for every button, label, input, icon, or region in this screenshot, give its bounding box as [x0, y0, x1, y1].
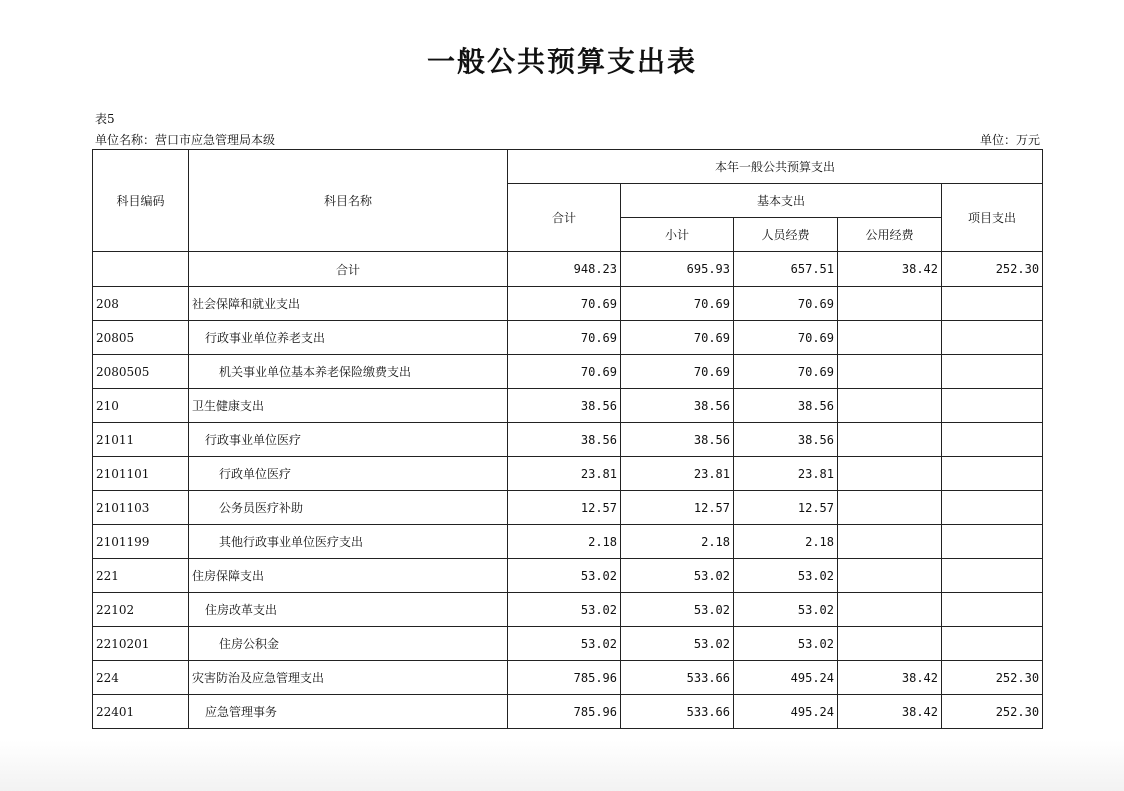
table-row — [93, 355, 1043, 389]
row-code: 21011 — [93, 423, 189, 457]
row-personnel: 70.69 — [734, 287, 838, 321]
row-public — [838, 525, 942, 559]
total-code-cell — [93, 252, 189, 287]
table-row — [93, 457, 1043, 491]
header-public: 公用经费 — [838, 218, 942, 252]
row-subtotal: 70.69 — [621, 287, 734, 321]
row-subtotal: 70.69 — [621, 321, 734, 355]
row-name: 住房公积金 — [189, 627, 508, 661]
row-personnel: 70.69 — [734, 321, 838, 355]
row-name: 社会保障和就业支出 — [189, 287, 508, 321]
row-total: 38.56 — [508, 389, 621, 423]
row-public: 38.42 — [838, 695, 942, 729]
unit-name-label: 单位名称：营口市应急管理局本级 — [95, 133, 276, 147]
table-row — [93, 423, 1043, 457]
row-project — [942, 593, 1043, 627]
row-name: 应急管理事务 — [189, 695, 508, 729]
row-personnel: 38.56 — [734, 423, 838, 457]
row-code: 2101199 — [93, 525, 189, 559]
row-code: 2101103 — [93, 491, 189, 525]
row-code: 221 — [93, 559, 189, 593]
scan-shading — [0, 740, 1124, 791]
row-subtotal: 23.81 — [621, 457, 734, 491]
unit-measure-label: 单位：万元 — [979, 133, 1040, 147]
row-project — [942, 525, 1043, 559]
row-code: 2210201 — [93, 627, 189, 661]
row-name: 机关事业单位基本养老保险缴费支出 — [189, 355, 508, 389]
table-row — [93, 627, 1043, 661]
row-total: 785.96 — [508, 661, 621, 695]
row-name: 行政事业单位养老支出 — [189, 321, 508, 355]
total-project: 252.30 — [942, 252, 1043, 287]
row-project — [942, 287, 1043, 321]
row-subtotal: 38.56 — [621, 423, 734, 457]
table-row — [93, 593, 1043, 627]
row-subtotal: 533.66 — [621, 661, 734, 695]
row-subtotal: 53.02 — [621, 559, 734, 593]
row-personnel: 495.24 — [734, 695, 838, 729]
row-project — [942, 559, 1043, 593]
budget-expenditure-table — [92, 149, 1043, 729]
row-public — [838, 321, 942, 355]
row-public — [838, 627, 942, 661]
row-personnel: 12.57 — [734, 491, 838, 525]
header-current-year: 本年一般公共预算支出 — [508, 150, 1043, 184]
total-subtotal: 695.93 — [621, 252, 734, 287]
row-name: 其他行政事业单位医疗支出 — [189, 525, 508, 559]
row-public — [838, 355, 942, 389]
row-name: 行政单位医疗 — [189, 457, 508, 491]
header-total: 合计 — [508, 184, 621, 252]
table-row — [93, 559, 1043, 593]
total-row — [93, 252, 1043, 287]
row-public: 38.42 — [838, 661, 942, 695]
total-label: 合计 — [189, 252, 508, 287]
row-personnel: 23.81 — [734, 457, 838, 491]
total-personnel: 657.51 — [734, 252, 838, 287]
header-subtotal: 小计 — [621, 218, 734, 252]
row-total: 38.56 — [508, 423, 621, 457]
row-project — [942, 321, 1043, 355]
page-title: 一般公共预算支出表 — [426, 45, 697, 78]
row-personnel: 53.02 — [734, 627, 838, 661]
table-row — [93, 321, 1043, 355]
row-public — [838, 423, 942, 457]
row-project — [942, 627, 1043, 661]
table-row — [93, 525, 1043, 559]
row-total: 53.02 — [508, 627, 621, 661]
row-name: 行政事业单位医疗 — [189, 423, 508, 457]
row-code: 2101101 — [93, 457, 189, 491]
row-project — [942, 423, 1043, 457]
row-total: 53.02 — [508, 593, 621, 627]
row-public — [838, 491, 942, 525]
row-public — [838, 593, 942, 627]
table-number: 表5 — [95, 112, 115, 126]
table-row — [93, 389, 1043, 423]
header-project: 项目支出 — [942, 184, 1043, 252]
row-personnel: 2.18 — [734, 525, 838, 559]
row-subtotal: 12.57 — [621, 491, 734, 525]
row-code: 20805 — [93, 321, 189, 355]
row-total: 53.02 — [508, 559, 621, 593]
row-total: 2.18 — [508, 525, 621, 559]
row-code: 208 — [93, 287, 189, 321]
row-total: 785.96 — [508, 695, 621, 729]
row-subtotal: 2.18 — [621, 525, 734, 559]
row-subtotal: 38.56 — [621, 389, 734, 423]
row-name: 住房改革支出 — [189, 593, 508, 627]
table-row — [93, 491, 1043, 525]
row-total: 23.81 — [508, 457, 621, 491]
header-personnel: 人员经费 — [734, 218, 838, 252]
total-public: 38.42 — [838, 252, 942, 287]
row-name: 住房保障支出 — [189, 559, 508, 593]
row-subtotal: 53.02 — [621, 593, 734, 627]
row-project — [942, 355, 1043, 389]
row-total: 70.69 — [508, 355, 621, 389]
total-total: 948.23 — [508, 252, 621, 287]
row-code: 22401 — [93, 695, 189, 729]
row-subtotal: 53.02 — [621, 627, 734, 661]
row-total: 70.69 — [508, 287, 621, 321]
row-public — [838, 457, 942, 491]
row-project — [942, 389, 1043, 423]
header-code: 科目编码 — [93, 150, 189, 252]
row-name: 灾害防治及应急管理支出 — [189, 661, 508, 695]
table-row — [93, 695, 1043, 729]
row-name: 公务员医疗补助 — [189, 491, 508, 525]
row-code: 22102 — [93, 593, 189, 627]
row-project — [942, 491, 1043, 525]
row-personnel: 38.56 — [734, 389, 838, 423]
row-public — [838, 287, 942, 321]
row-code: 2080505 — [93, 355, 189, 389]
row-personnel: 53.02 — [734, 593, 838, 627]
row-project: 252.30 — [942, 695, 1043, 729]
table-row — [93, 661, 1043, 695]
row-subtotal: 533.66 — [621, 695, 734, 729]
row-public — [838, 559, 942, 593]
row-code: 210 — [93, 389, 189, 423]
row-total: 70.69 — [508, 321, 621, 355]
header-name: 科目名称 — [189, 150, 508, 252]
row-project: 252.30 — [942, 661, 1043, 695]
row-personnel: 495.24 — [734, 661, 838, 695]
row-personnel: 70.69 — [734, 355, 838, 389]
row-total: 12.57 — [508, 491, 621, 525]
table-row — [93, 287, 1043, 321]
row-code: 224 — [93, 661, 189, 695]
row-subtotal: 70.69 — [621, 355, 734, 389]
row-public — [838, 389, 942, 423]
row-project — [942, 457, 1043, 491]
row-name: 卫生健康支出 — [189, 389, 508, 423]
row-personnel: 53.02 — [734, 559, 838, 593]
header-basic: 基本支出 — [621, 184, 942, 218]
